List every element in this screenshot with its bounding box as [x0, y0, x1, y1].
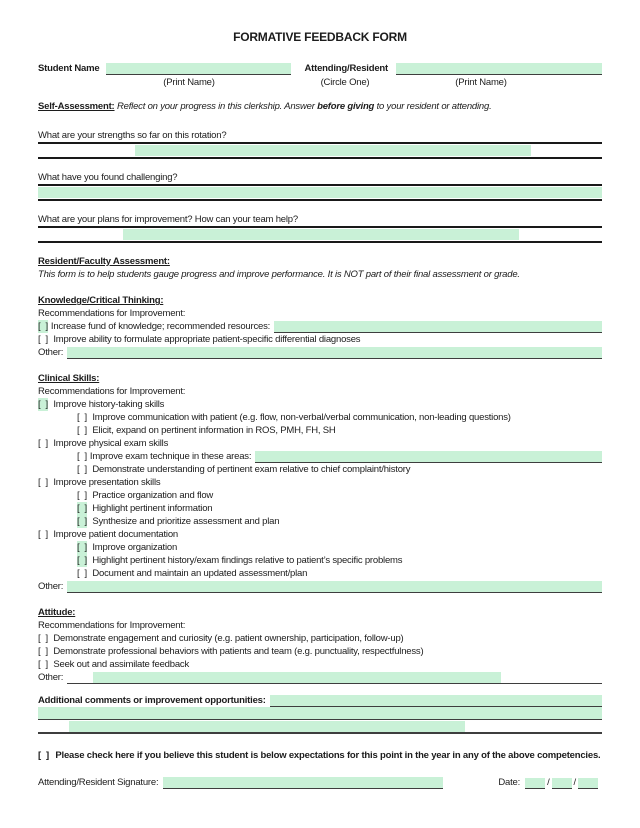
clinical-heading: Clinical Skills:: [38, 373, 100, 384]
additional-comments-label: Additional comments or improvement opportunities:: [38, 695, 266, 706]
question-block-challenging: [38, 171, 602, 201]
print-name-hint: (Print Name): [455, 77, 507, 88]
exam-areas-field[interactable]: [255, 451, 602, 463]
attending-resident-label: Attending/Resident: [304, 63, 388, 74]
answer-area[interactable]: [38, 144, 602, 159]
student-name-field[interactable]: [106, 63, 291, 75]
knowledge-heading: Knowledge/Critical Thinking:: [38, 295, 164, 306]
other-field[interactable]: [67, 347, 602, 359]
checklist-item: [38, 450, 602, 463]
checkbox-icon[interactable]: [ ]: [77, 555, 87, 566]
checkbox-icon[interactable]: [ ]: [38, 438, 48, 449]
checkbox-icon[interactable]: [ ]: [77, 490, 87, 501]
date-year-field[interactable]: [578, 778, 598, 789]
student-name-label: Student Name: [38, 63, 100, 74]
comments-line-2[interactable]: [38, 720, 602, 734]
answer-highlight: [38, 187, 602, 198]
recommendations-label: Recommendations for Improvement:: [38, 620, 186, 631]
answer-area[interactable]: [38, 186, 602, 201]
date-separator: /: [573, 777, 576, 788]
checklist-item: [38, 528, 602, 541]
checklist-item-label: Synthesize and prioritize assessment and plan: [92, 516, 280, 527]
checklist-item-label: Improve ability to formulate appropriate patient-specific differential diagnoses: [53, 334, 361, 345]
circle-one-hint: (Circle One): [320, 77, 370, 88]
checkbox-icon[interactable]: [ ]: [38, 321, 48, 332]
checkbox-icon[interactable]: [ ]: [38, 529, 48, 540]
date-day-field[interactable]: [552, 778, 572, 789]
checklist-item: [38, 489, 602, 502]
checklist-item-label: Demonstrate understanding of pertinent exam relative to chief complaint/history: [92, 464, 411, 475]
other-highlight: [93, 672, 501, 683]
below-expectations-label: Please check here if you believe this student is below expectations for this point in the year in any of the above competencies.: [55, 750, 601, 761]
checklist-item-label: Improve organization: [92, 542, 178, 553]
other-row: [38, 671, 602, 684]
recommendations-label: Recommendations for Improvement:: [38, 308, 186, 319]
checklist-item: [38, 476, 602, 489]
self-assessment-heading: Self-Assessment:: [38, 101, 115, 112]
resident-faculty-description: This form is to help students gauge progress and improve performance. It is NOT part of their final assessment or grade.: [38, 269, 520, 280]
checklist-item-label: Improve history-taking skills: [53, 399, 165, 410]
checklist-item-label: Document and maintain an updated assessment/plan: [92, 568, 308, 579]
checkbox-icon[interactable]: [ ]: [77, 516, 87, 527]
checkbox-icon[interactable]: [ ]: [38, 750, 49, 761]
checkbox-icon[interactable]: [ ]: [38, 646, 48, 657]
checklist-item: [38, 567, 602, 580]
checklist-item: [38, 554, 602, 567]
other-field[interactable]: [67, 581, 602, 593]
other-row: [38, 580, 602, 593]
checkbox-icon[interactable]: [ ]: [77, 503, 87, 514]
checklist-item-label: Highlight pertinent information: [92, 503, 213, 514]
checkbox-icon[interactable]: [ ]: [77, 542, 87, 553]
question-block-strengths: [38, 129, 602, 159]
signature-label: Attending/Resident Signature:: [38, 777, 159, 788]
checkbox-icon[interactable]: [ ]: [77, 451, 87, 462]
checklist-item: [38, 463, 602, 476]
date-group: [498, 776, 602, 789]
date-separator: /: [547, 777, 550, 788]
additional-comments-field[interactable]: [270, 695, 602, 707]
checklist-item-label: Demonstrate engagement and curiosity (e.g. patient ownership, participation, follow-up): [53, 633, 404, 644]
question-text: What have you found challenging?: [38, 171, 602, 186]
self-assessment-intro: [38, 100, 602, 114]
checklist-item: [38, 398, 602, 411]
checklist-item-label: Practice organization and flow: [92, 490, 214, 501]
checklist-item: [38, 541, 602, 554]
hint-row: [38, 75, 602, 89]
name-row: [38, 59, 602, 75]
checklist-item-label: Demonstrate professional behaviors with patients and team (e.g. punctuality, respectfulness): [53, 646, 424, 657]
resident-faculty-heading: Resident/Faculty Assessment:: [38, 256, 170, 267]
checklist-item: [38, 645, 602, 658]
checklist-item-label: Highlight pertinent history/exam findings relative to patient’s specific problems: [92, 555, 403, 566]
other-field[interactable]: [67, 672, 602, 684]
checklist-item-label: Improve presentation skills: [53, 477, 161, 488]
checklist-item-label: Elicit, expand on pertinent information in ROS, PMH, FH, SH: [92, 425, 336, 436]
checklist-item-label: Improve patient documentation: [53, 529, 178, 540]
self-assessment-instruction: Reflect on your progress in this clerkship. Answer before giving to your resident or attending.: [116, 101, 492, 112]
checkbox-icon[interactable]: [ ]: [38, 334, 48, 345]
question-block-improvement: [38, 213, 602, 243]
checkbox-icon[interactable]: [ ]: [77, 425, 87, 436]
checkbox-icon[interactable]: [ ]: [77, 568, 87, 579]
checklist-item-label: Seek out and assimilate feedback: [53, 659, 190, 670]
page-title: FORMATIVE FEEDBACK FORM: [233, 30, 407, 44]
checklist-item-label: Improve communication with patient (e.g. flow, non-verbal/verbal communication, non-leading questions): [92, 412, 511, 423]
checklist-item-label: Improve physical exam skills: [53, 438, 169, 449]
checklist-item: [38, 502, 602, 515]
checkbox-icon[interactable]: [ ]: [38, 659, 48, 670]
signature-row: [38, 773, 602, 789]
checklist-item: [38, 424, 602, 437]
recommendations-label: Recommendations for Improvement:: [38, 386, 186, 397]
checklist-item: [38, 515, 602, 528]
resources-field[interactable]: [274, 321, 602, 333]
checklist-item: [38, 437, 602, 450]
checklist-item: [38, 333, 602, 346]
answer-area[interactable]: [38, 228, 602, 243]
checklist-item: [38, 632, 602, 645]
additional-comments-row: [38, 694, 602, 707]
attitude-heading: Attitude:: [38, 607, 76, 618]
other-label: Other:: [38, 672, 64, 683]
other-label: Other:: [38, 347, 64, 358]
checkbox-icon[interactable]: [ ]: [77, 412, 87, 423]
comments-highlight: [69, 721, 465, 732]
checklist-item: [38, 411, 602, 424]
checklist-item-label: Improve exam technique in these areas:: [89, 451, 252, 462]
signature-field[interactable]: [163, 777, 443, 789]
other-label: Other:: [38, 581, 64, 592]
comments-line-1[interactable]: [38, 707, 602, 720]
print-name-hint: (Print Name): [163, 77, 215, 88]
question-text: What are your strengths so far on this rotation?: [38, 129, 602, 144]
checkbox-icon[interactable]: [ ]: [38, 477, 48, 488]
date-label: Date:: [498, 777, 521, 788]
question-text: What are your plans for improvement? How can your team help?: [38, 213, 602, 228]
checklist-item-label: Increase fund of knowledge; recommended resources:: [50, 321, 271, 332]
attending-resident-field[interactable]: [396, 63, 602, 75]
below-expectations-row: [38, 749, 602, 762]
checkbox-icon[interactable]: [ ]: [77, 464, 87, 475]
other-row: [38, 346, 602, 359]
checklist-item: [38, 658, 602, 671]
checkbox-icon[interactable]: [ ]: [38, 633, 48, 644]
answer-highlight: [123, 229, 519, 240]
checkbox-icon[interactable]: [ ]: [38, 399, 48, 410]
answer-highlight: [135, 145, 531, 156]
date-month-field[interactable]: [525, 778, 545, 789]
checklist-item: [38, 320, 602, 333]
